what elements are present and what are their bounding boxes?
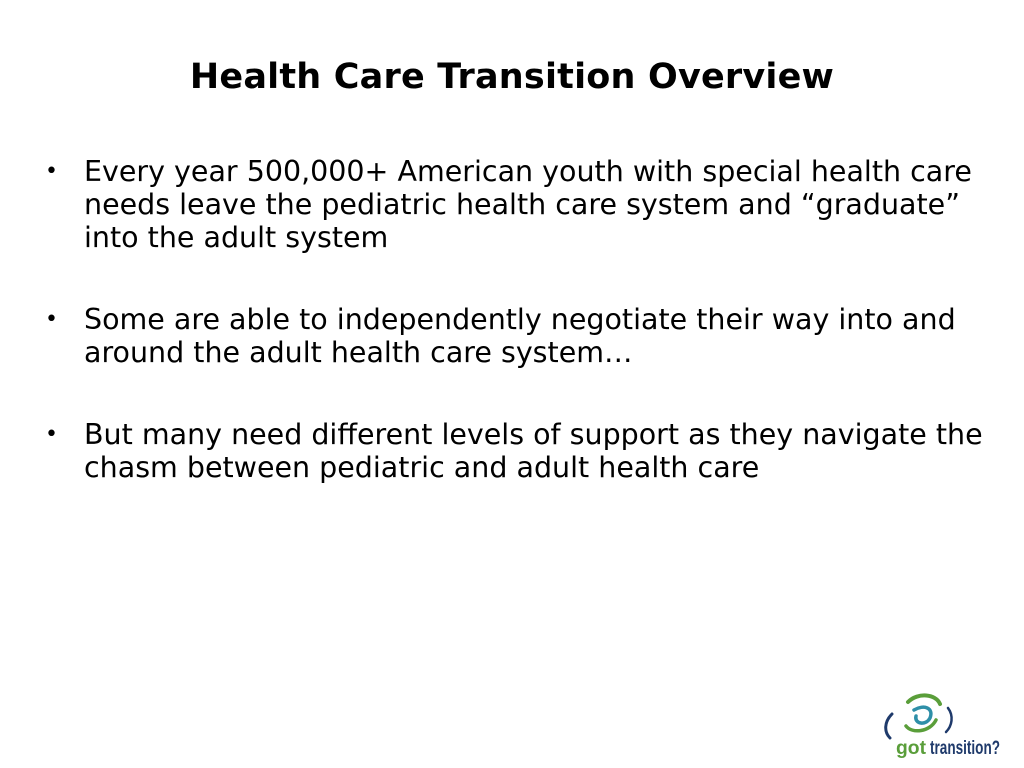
logo-word-got: got xyxy=(896,738,927,759)
bullet-marker: • xyxy=(45,159,58,184)
logo-swoosh-green-top xyxy=(908,695,940,704)
slide-title: Health Care Transition Overview xyxy=(189,57,835,97)
got-transition-logo xyxy=(878,690,1002,760)
bullet-text: Every year 500,000+ American youth with special health care needs leave the pediatric health care system and “graduate” into the adult system xyxy=(84,155,972,254)
bullet-list xyxy=(43,155,983,533)
bullet-marker: • xyxy=(45,307,58,332)
bullet-item xyxy=(43,155,983,254)
logo-swoosh-teal xyxy=(914,707,931,723)
bullet-marker: • xyxy=(45,422,58,447)
bullet-item xyxy=(43,418,983,484)
logo-swoosh-right xyxy=(946,708,952,732)
logo-word-transition: transition? xyxy=(930,738,1000,759)
bullet-text: But many need different levels of support as they navigate the chasm between pediatric and adult health care xyxy=(84,418,983,484)
bullet-text: Some are able to independently negotiate their way into and around the adult health care system… xyxy=(84,303,956,369)
bullet-item xyxy=(43,303,983,369)
logo-swoosh-left xyxy=(886,714,892,738)
